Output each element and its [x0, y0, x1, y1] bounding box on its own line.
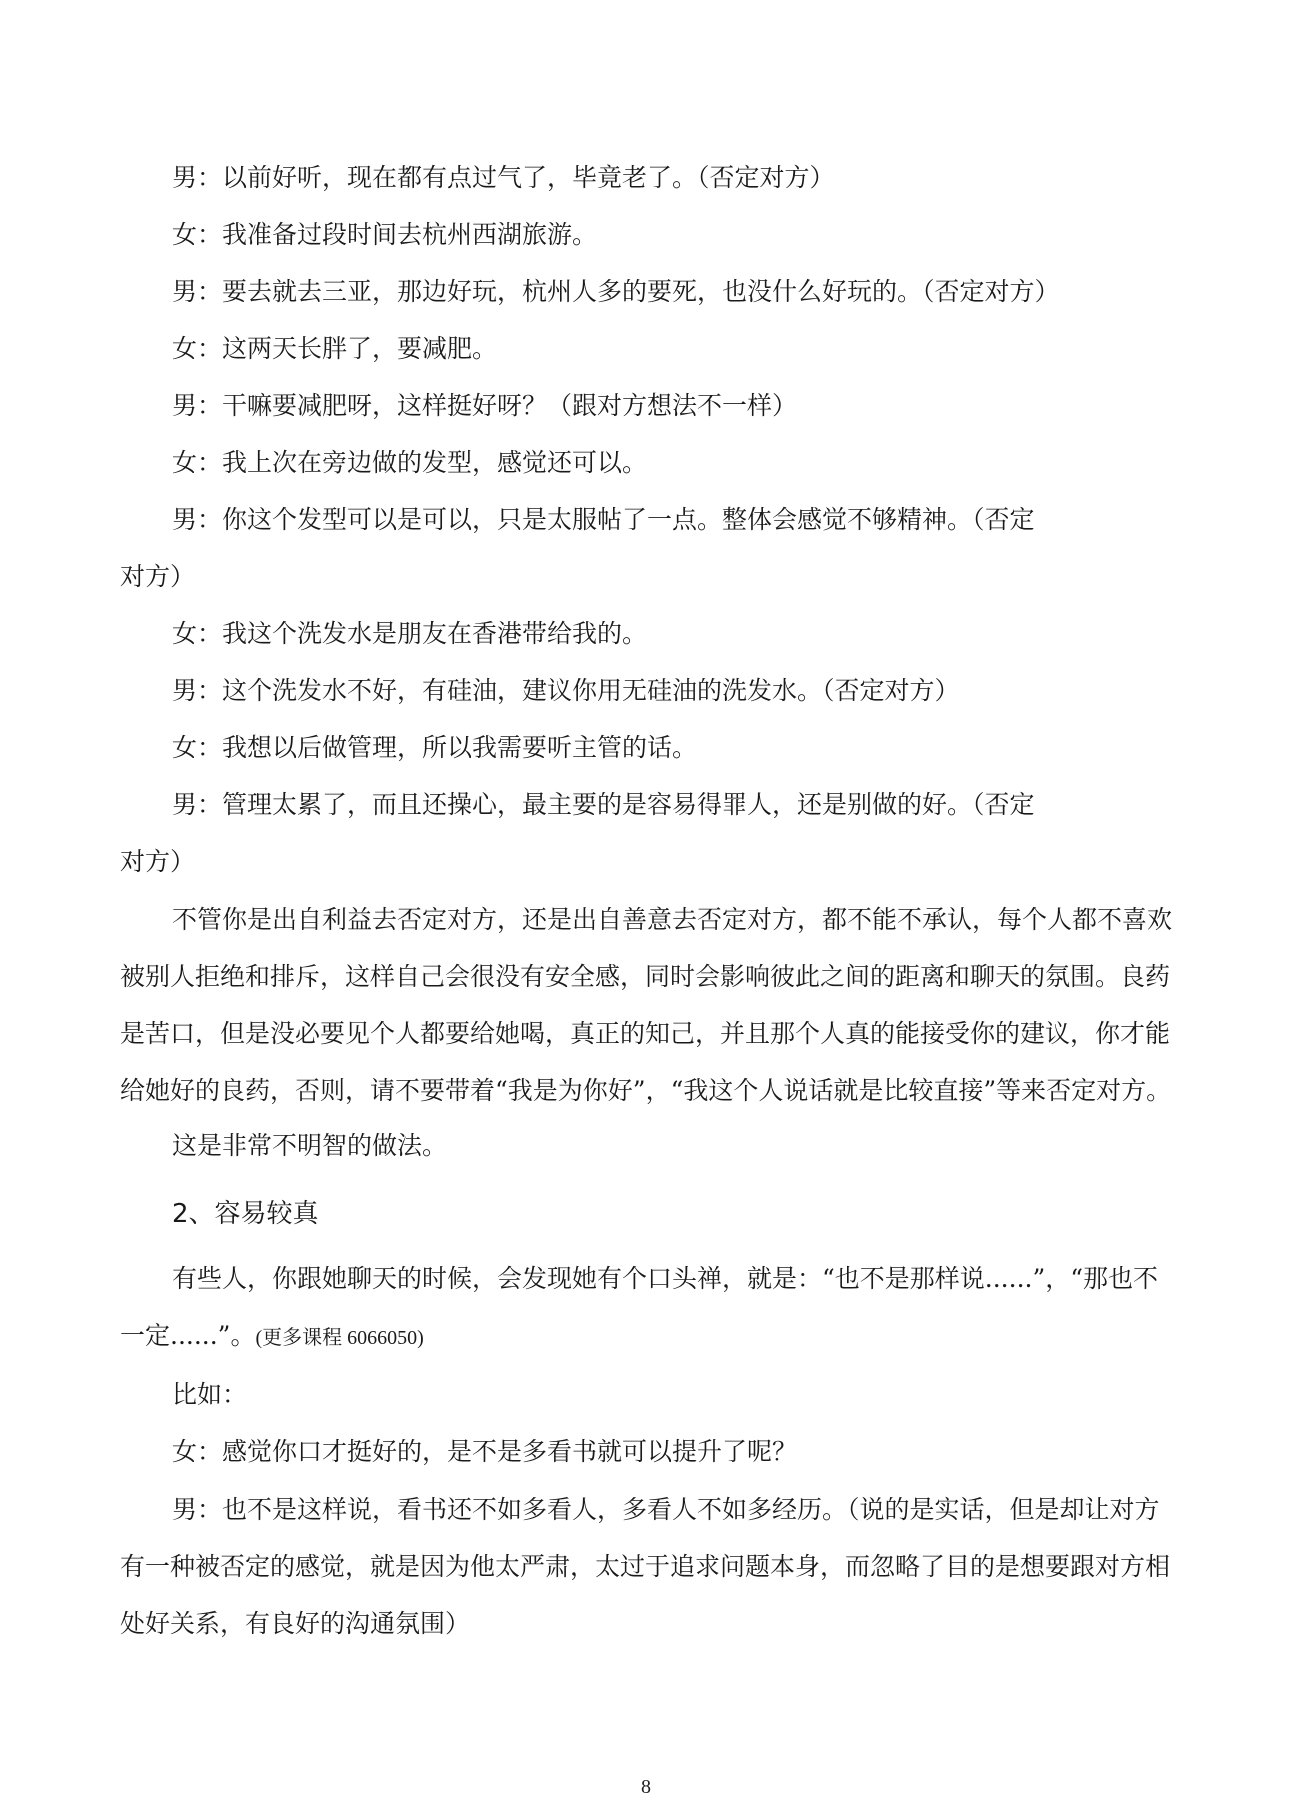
dialogue-line: 女：我准备过段时间去杭州西湖旅游。 — [172, 220, 598, 249]
dialogue-line-wrap-end: 对方） — [120, 847, 196, 876]
dialogue-line-wrap-end: 对方） — [120, 562, 196, 591]
paragraph-text: 有些人，你跟她聊天的时候，会发现她有个口头禅，就是：“也不是那样说......”，“那也不一定......”。 — [120, 1264, 1159, 1350]
dialogue-line: 男：这个洗发水不好，有硅油，建议你用无硅油的洗发水。（否定对方） — [172, 676, 960, 705]
dialogue-line-wrap-start: 男：管理太累了，而且还操心，最主要的是容易得罪人，还是别做的好。（否定 — [172, 790, 1035, 819]
dialogue-line: 男：要去就去三亚，那边好玩，杭州人多的要死，也没什么好玩的。（否定对方） — [172, 277, 1060, 306]
body-paragraph: 这是非常不明智的做法。 — [172, 1131, 448, 1160]
dialogue-line: 男：干嘛要减肥呀，这样挺好呀？（跟对方想法不一样） — [172, 391, 798, 420]
example-label: 比如： — [172, 1380, 248, 1409]
dialogue-line: 女：我上次在旁边做的发型，感觉还可以。 — [172, 448, 648, 477]
dialogue-line: 女：感觉你口才挺好的，是不是多看书就可以提升了呢？ — [172, 1437, 798, 1466]
dialogue-paragraph: 男：也不是这样说，看书还不如多看人，多看人不如多经历。（说的是实话，但是却让对方有一种被否定的感觉，就是因为他太严肃，太过于追求问题本身，而忽略了目的是想要跟对方相处好关系，有良好的沟通氛围） — [120, 1495, 1171, 1638]
dialogue-line: 女：我想以后做管理，所以我需要听主管的话。 — [172, 733, 698, 762]
dialogue-line: 女：这两天长胖了，要减肥。 — [172, 334, 498, 363]
course-note: (更多课程 6066050) — [255, 1327, 424, 1349]
page-number: 8 — [641, 1776, 651, 1798]
dialogue-line-wrap-start: 男：你这个发型可以是可以，只是太服帖了一点。整体会感觉不够精神。（否定 — [172, 505, 1035, 534]
dialogue-line: 男：以前好听，现在都有点过气了，毕竟老了。（否定对方） — [172, 163, 835, 192]
body-paragraph: 不管你是出自利益去否定对方，还是出自善意去否定对方，都不能不承认，每个人都不喜欢被别人拒绝和排斥，这样自己会很没有安全感，同时会影响彼此之间的距离和聊天的氛围。良药是苦口，但是没必要见个人都要给她喝，真正的知己，并且那个人真的能接受你的建议，你才能给她好的良药，否则，请不要带着“我是为你好”，“我这个人说话就是比较直接”等来否定对方。 — [120, 905, 1173, 1105]
page-content — [120, 158, 1172, 1652]
body-paragraph — [120, 1250, 1172, 1367]
section-heading: 2、容易较真 — [172, 1199, 319, 1229]
dialogue-line: 女：我这个洗发水是朋友在香港带给我的。 — [172, 619, 648, 648]
